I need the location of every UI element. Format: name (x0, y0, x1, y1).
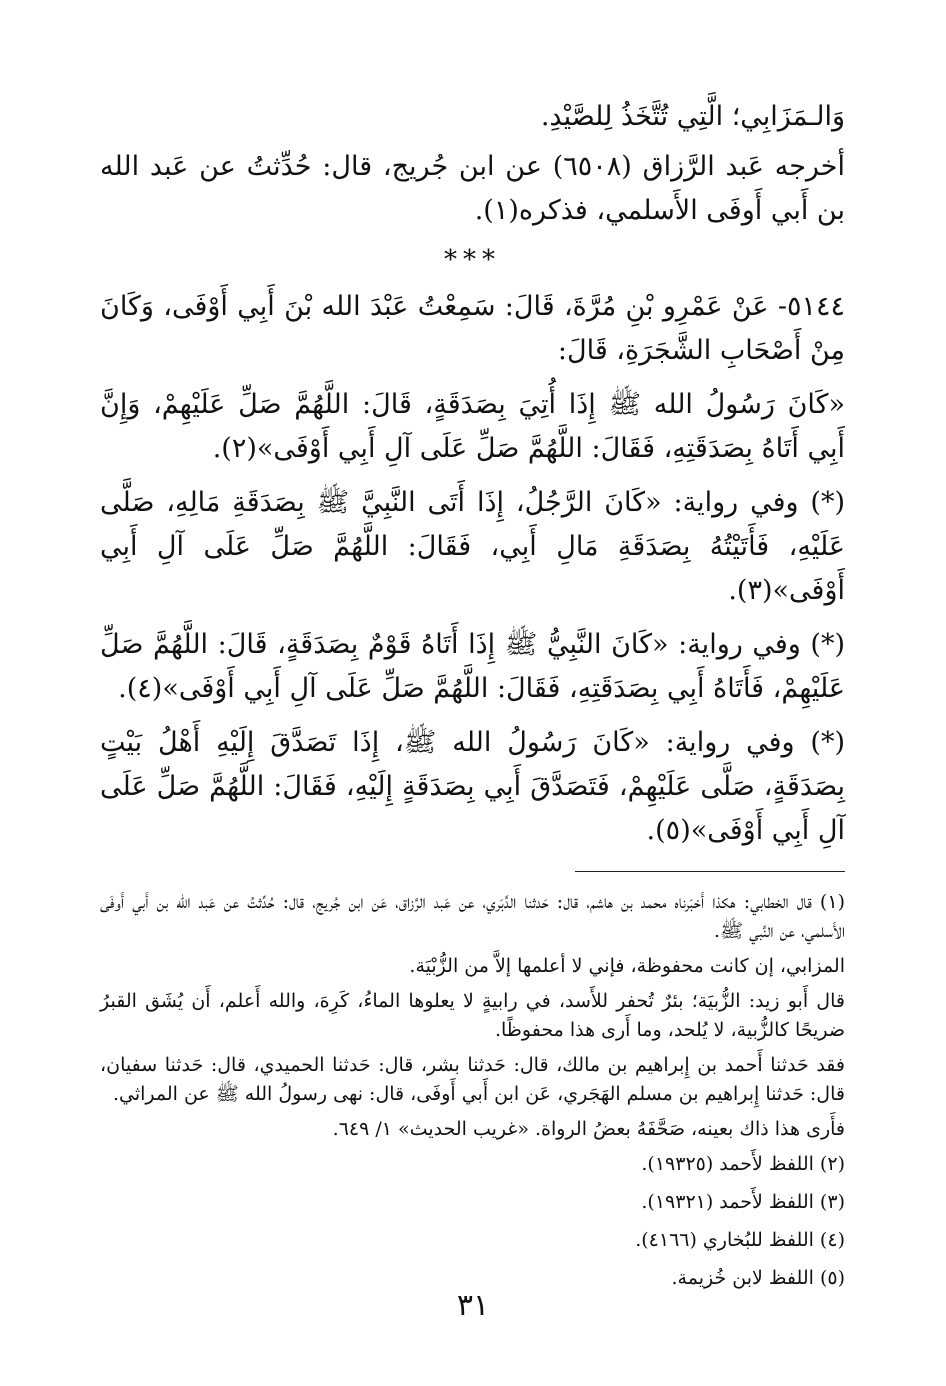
riwaya-1: (*) وفي رواية: «كَانَ الرَّجُلُ، إِذَا أَتَى النَّبِيَّ ﷺ بِصَدَقَةِ مَالِهِ، صَلَّى عَلَيْهِ، فَأَتَيْتُهُ بِصَدَقَةِ مَالِ أَبِي، فَقَالَ: اللَّهُمَّ صَلِّ عَلَى آلِ أَبِي أَوْفَى»(٣). (100, 487, 845, 606)
hadith-main-text: «كَانَ رَسُولُ الله ﷺ إِذَا أُتِيَ بِصَدَقَةٍ، قَالَ: اللَّهُمَّ صَلِّ عَلَيْهِمْ، وَإِنَّ أَبِي أَتَاهُ بِصَدَقَتِهِ، فَقَالَ: اللَّهُمَّ صَلِّ عَلَى آلِ أَبِي أَوْفَى»(٢). (100, 389, 845, 464)
footnote-1: (١) قال الخطابي: هكذا أَخبَرناه محمد بن هاشم، قال: حَدثنا الدَّبَري، عن عَبد الرَّزاق، عَن ابن جُريج، قال: حُدِّثتُ عن عَبد الله بن أَبي أَوفَى الأَسلمي، عن النَّبي ﷺ. (100, 891, 845, 942)
riwaya-3: (*) وفي رواية: «كَانَ رَسُولُ الله ﷺ، إِذَا تَصَدَّقَ إِلَيْهِ أَهْلُ بَيْتٍ بِصَدَقَةٍ، صَلَّى عَلَيْهِمْ، فَتَصَدَّقَ أَبِي بِصَدَقَةٍ إِلَيْهِ، فَقَالَ: اللَّهُمَّ صَلِّ عَلَى آلِ أَبِي أَوْفَى»(٥). (100, 727, 845, 846)
footnote-1-abu-zayd: قال أَبو زيد: الزُّبيَة؛ بئرٌ تُحفر للأَسد، في رابيةٍ لا يعلوها الماءُ، كَرِهَ، والله أَعلم، أَن يُشَق القبرُ ضريحًا كالزُّبية، لا يُلحد، وما أَرى هذا محفوظًا. (100, 990, 845, 1041)
riwaya-2: (*) وفي رواية: «كَانَ النَّبِيُّ ﷺ إِذَا أَتَاهُ قَوْمٌ بِصَدَقَةٍ، قَالَ: اللَّهُمَّ صَلِّ عَلَيْهِمْ، فَأَتَاهُ أَبِي بِصَدَقَتِهِ، فَقَالَ: اللَّهُمَّ صَلِّ عَلَى آلِ أَبِي أَوْفَى»(٤). (100, 629, 845, 704)
footnote-3: (٣) اللفظ لأَحمد (١٩٣٢١). (641, 1191, 845, 1213)
footnote-1-isnad: فقد حَدثنا أَحمد بن إِبراهيم بن مالك، قال: حَدثنا بشر، قال: حَدثنا الحميدي، قال: حَدثنا سفيان، قال: حَدثنا إِبراهيم بن مسلم الهَجَري، عَن ابن أَبي أَوفَى، قال: نهى رسولُ الله ﷺ عن المراثي. (100, 1054, 845, 1105)
section-separator: *** (444, 245, 501, 275)
text-line-mazabi: وَالـمَزَابِي؛ الَّتِي تُتَّخَذُ لِلصَّيْدِ. (540, 101, 845, 132)
footnote-divider (575, 871, 845, 872)
footnote-2: (٢) اللفظ لأَحمد (١٩٣٢٥). (641, 1153, 845, 1175)
book-page (100, 95, 845, 1302)
takhrij-paragraph: أخرجه عَبد الرَّزاق (٦٥٠٨) عن ابن جُريج، قال: حُدِّثتُ عن عَبد الله بن أَبي أَوفَى الأَسلمي، فذكره(١). (100, 151, 845, 226)
footnote-1-mazabi: المزابي، إن كانت محفوظة، فإني لا أعلمها إلاَّ من الزُّبْيَة. (409, 955, 845, 977)
hadith-5144-intro: ٥١٤٤- عَنْ عَمْرِو بْنِ مُرَّةَ، قَالَ: سَمِعْتُ عَبْدَ الله بْنَ أَبِي أَوْفَى، وَكَانَ مِنْ أَصْحَابِ الشَّجَرَةِ، قَالَ: (100, 291, 845, 366)
footnote-5: (٥) اللفظ لابن خُزيمة. (671, 1267, 845, 1289)
page-number: ٣١ (456, 1288, 490, 1323)
footnote-1-conclusion: فأَرى هذا ذاك بعينه، صَحَّفَهُ بعضُ الرواة. «غريب الحديث» ١/ ٦٤٩. (332, 1118, 845, 1140)
footnote-4: (٤) اللفظ للبُخاري (٤١٦٦). (635, 1229, 845, 1251)
footnotes (100, 888, 845, 1293)
main-text (100, 95, 845, 853)
